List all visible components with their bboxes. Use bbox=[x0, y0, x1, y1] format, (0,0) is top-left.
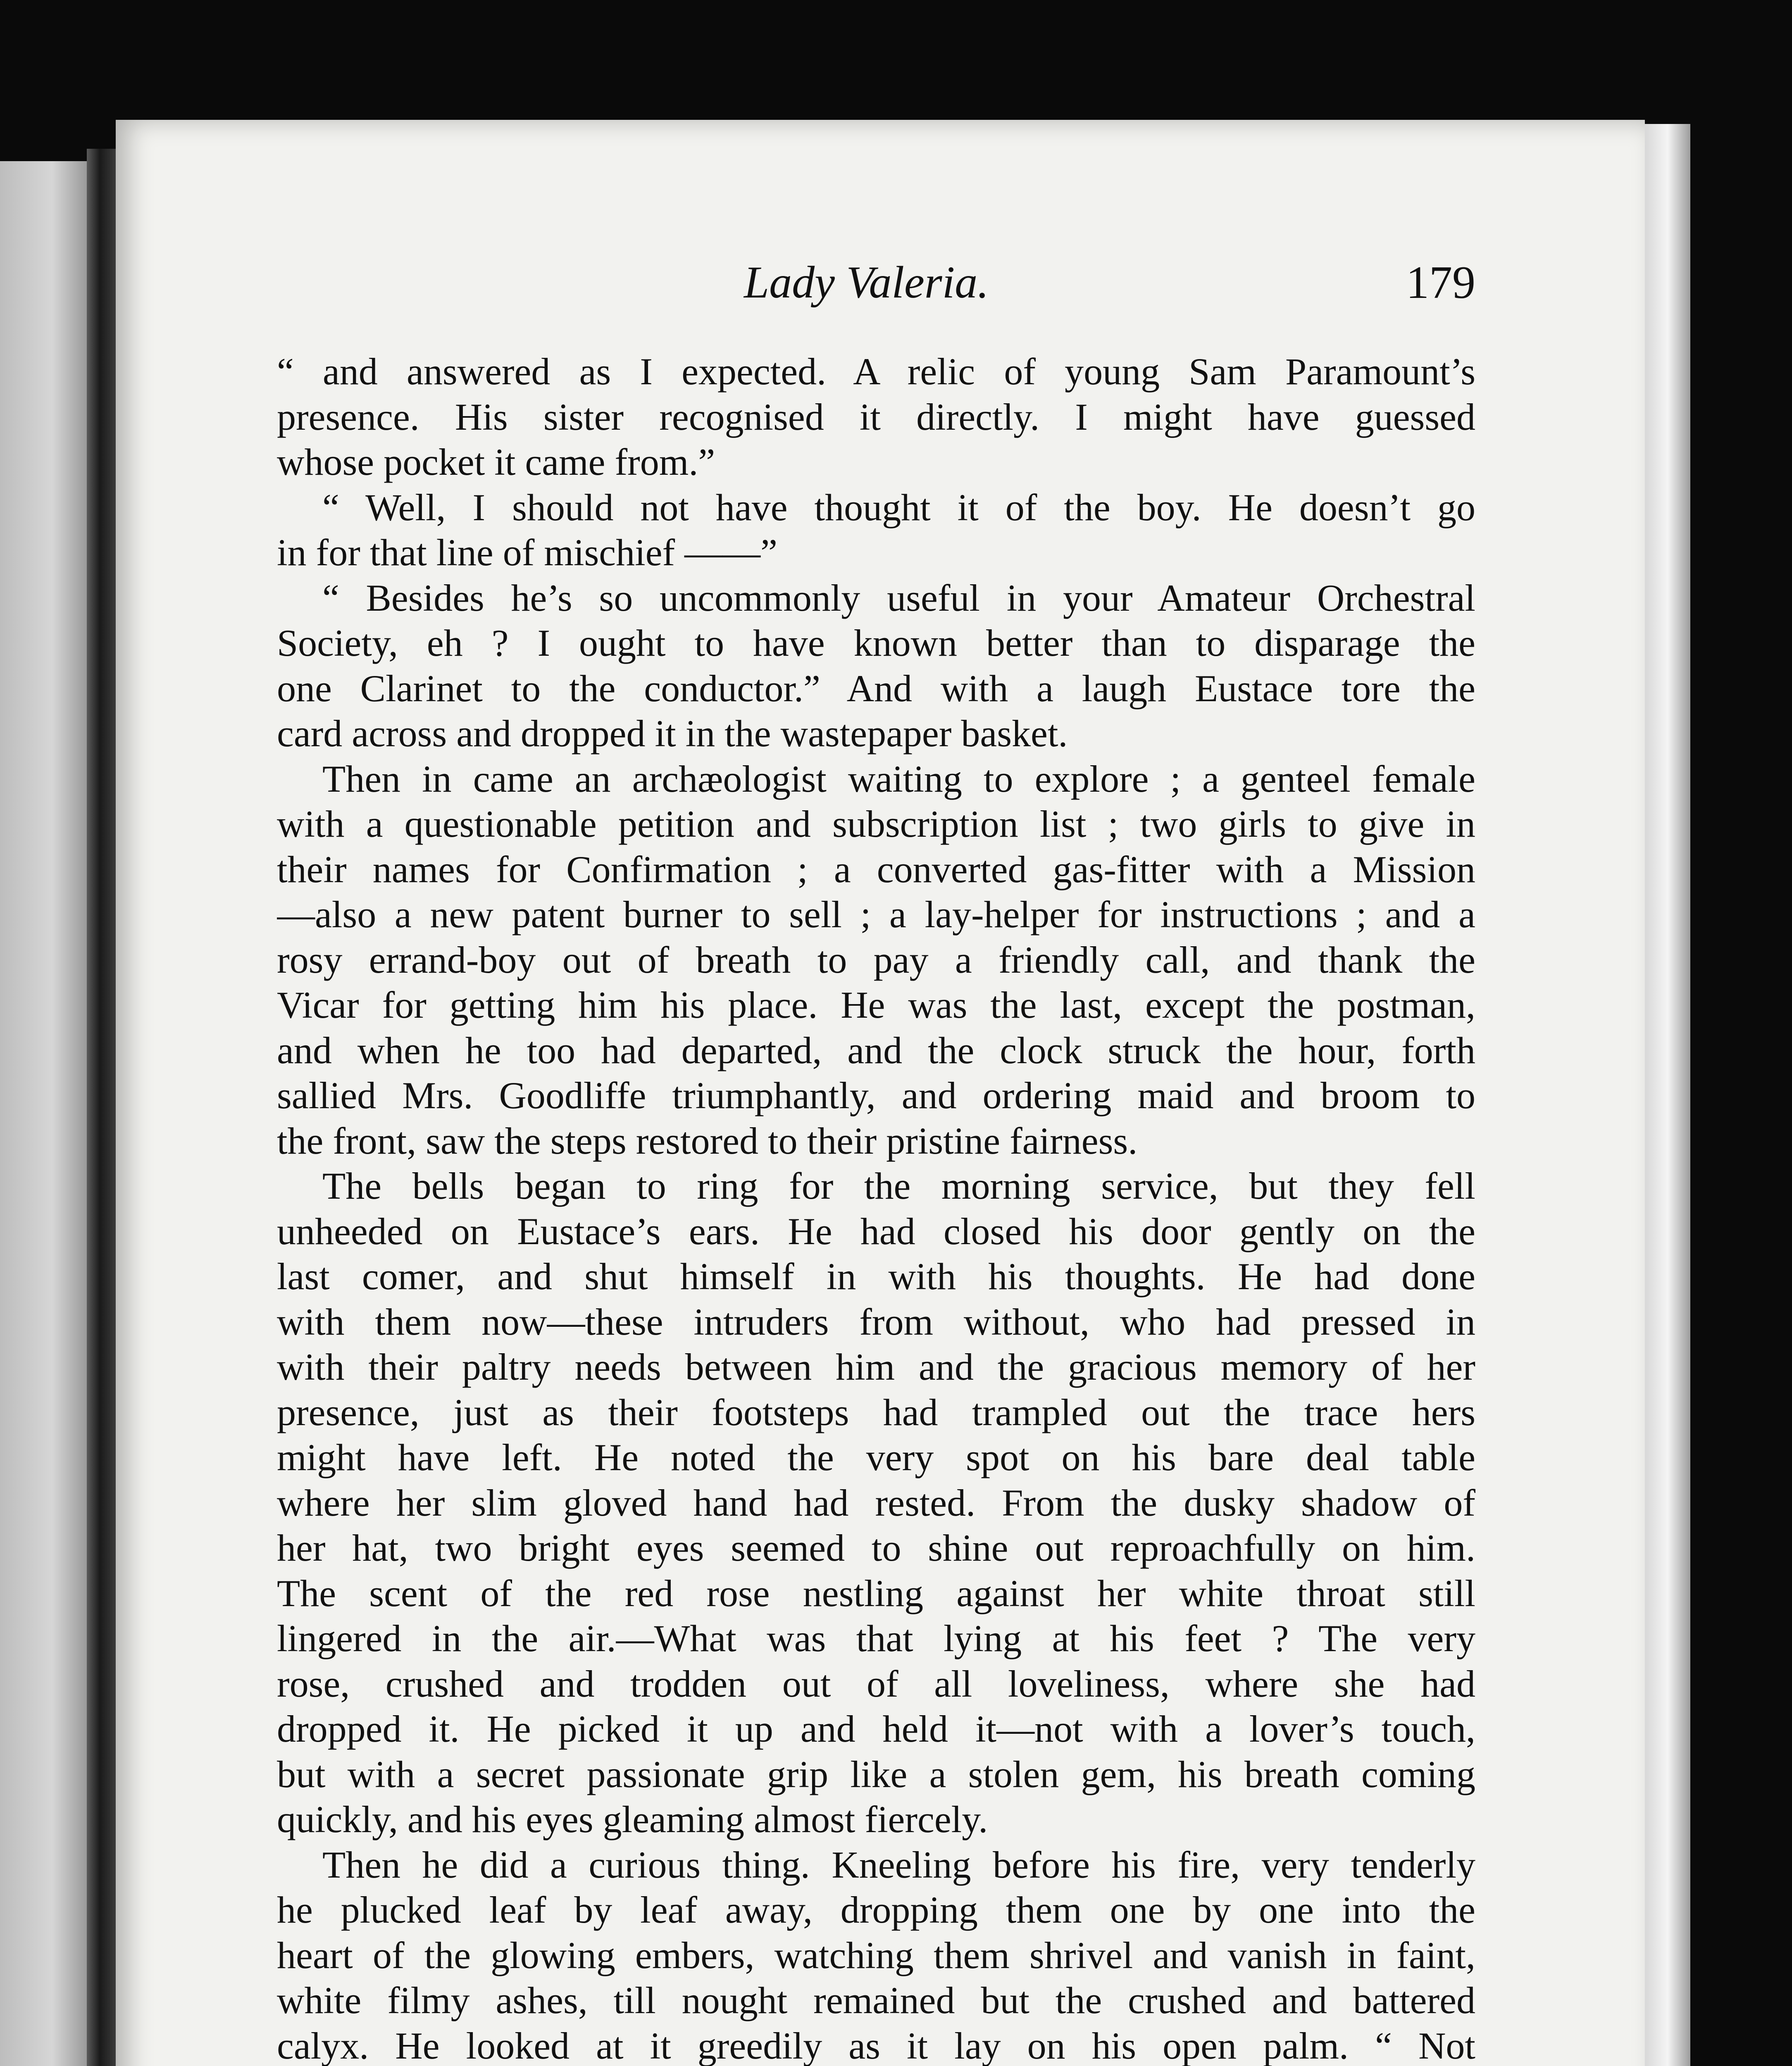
text-line: lingered in the air.—What was that lying at his feet ? The very bbox=[277, 1617, 1475, 1659]
text-line: The scent of the red rose nestling against her white throat still bbox=[277, 1572, 1475, 1614]
text-line: Vicar for getting him his place. He was the last, except the postman, bbox=[277, 984, 1475, 1026]
text-line: with them now—these intruders from without, who had pressed in bbox=[277, 1300, 1475, 1343]
text-line: unheeded on Eustace’s ears. He had closed his door gently on the bbox=[277, 1210, 1475, 1252]
text-line: Then in came an archæologist waiting to explore ; a genteel female bbox=[322, 757, 1475, 800]
text-line: and when he too had departed, and the clock struck the hour, forth bbox=[277, 1029, 1475, 1071]
text-line: her hat, two bright eyes seemed to shine out reproachfully on him. bbox=[277, 1527, 1475, 1569]
running-head bbox=[277, 248, 1475, 331]
text-line: white filmy ashes, till nought remained but the crushed and battered bbox=[277, 1979, 1475, 2021]
text-line: quickly, and his eyes gleaming almost fiercely. bbox=[277, 1798, 988, 1840]
text-line: “ Well, I should not have thought it of the boy. He doesn’t go bbox=[322, 486, 1475, 528]
page-stack-edge bbox=[1645, 124, 1690, 2066]
paragraph bbox=[277, 757, 1475, 1164]
text-line: might have left. He noted the very spot on his bare deal table bbox=[277, 1436, 1475, 1478]
paragraph bbox=[277, 1164, 1475, 1842]
paragraph bbox=[277, 349, 1475, 485]
text-line: calyx. He looked at it greedily as it lay on his open palm. “ Not bbox=[277, 2024, 1475, 2066]
text-line: heart of the glowing embers, watching them shrivel and vanish in faint, bbox=[277, 1934, 1475, 1976]
text-line: with their paltry needs between him and the gracious memory of her bbox=[277, 1346, 1475, 1388]
text-line: “ Besides he’s so uncommonly useful in your Amateur Orchestral bbox=[322, 576, 1475, 619]
text-line: sallied Mrs. Goodliffe triumphantly, and ordering maid and broom to bbox=[277, 1074, 1475, 1116]
text-line: where her slim gloved hand had rested. From the dusky shadow of bbox=[277, 1481, 1475, 1524]
text-line: but with a secret passionate grip like a stolen gem, his breath coming bbox=[277, 1753, 1475, 1795]
facing-page-edge bbox=[0, 161, 87, 2066]
text-line: with a questionable petition and subscription list ; two girls to give in bbox=[277, 803, 1475, 845]
text-line: whose pocket it came from.” bbox=[277, 441, 715, 483]
body-text bbox=[277, 349, 1475, 2066]
text-line: he plucked leaf by leaf away, dropping them one by one into the bbox=[277, 1889, 1475, 1931]
page-number: 179 bbox=[1406, 257, 1475, 308]
text-line: dropped it. He picked it up and held it—not with a lover’s touch, bbox=[277, 1708, 1475, 1750]
paragraph bbox=[277, 576, 1475, 757]
text-line: in for that line of mischief ——” bbox=[277, 531, 778, 574]
text-line: Society, eh ? I ought to have known better than to disparage the bbox=[277, 622, 1475, 664]
text-line: one Clarinet to the conductor.” And with a laugh Eustace tore the bbox=[277, 667, 1475, 709]
text-line: rosy errand-boy out of breath to pay a friendly call, and thank the bbox=[277, 938, 1475, 981]
text-line: rose, crushed and trodden out of all loveliness, where she had bbox=[277, 1662, 1475, 1705]
text-line: The bells began to ring for the morning service, but they fell bbox=[322, 1165, 1475, 1207]
text-line: Then he did a curious thing. Kneeling before his fire, very tenderly bbox=[322, 1843, 1475, 1886]
text-line: their names for Confirmation ; a converted gas-fitter with a Mission bbox=[277, 848, 1475, 890]
paragraph bbox=[277, 485, 1475, 576]
text-line: presence, just as their footsteps had trampled out the trace hers bbox=[277, 1391, 1475, 1433]
text-line: presence. His sister recognised it directly. I might have guessed bbox=[277, 395, 1475, 438]
text-line: —also a new patent burner to sell ; a lay-helper for instructions ; and a bbox=[277, 893, 1475, 935]
text-line: “ and answered as I expected. A relic of young Sam Paramount’s bbox=[277, 350, 1475, 393]
paragraph bbox=[277, 1842, 1475, 2066]
text-line: the front, saw the steps restored to their pristine fairness. bbox=[277, 1119, 1138, 1162]
text-line: last comer, and shut himself in with his thoughts. He had done bbox=[277, 1255, 1475, 1297]
book-gutter bbox=[87, 149, 116, 2066]
text-line: card across and dropped it in the wastepaper basket. bbox=[277, 712, 1068, 755]
page-title: Lady Valeria. bbox=[744, 257, 989, 307]
